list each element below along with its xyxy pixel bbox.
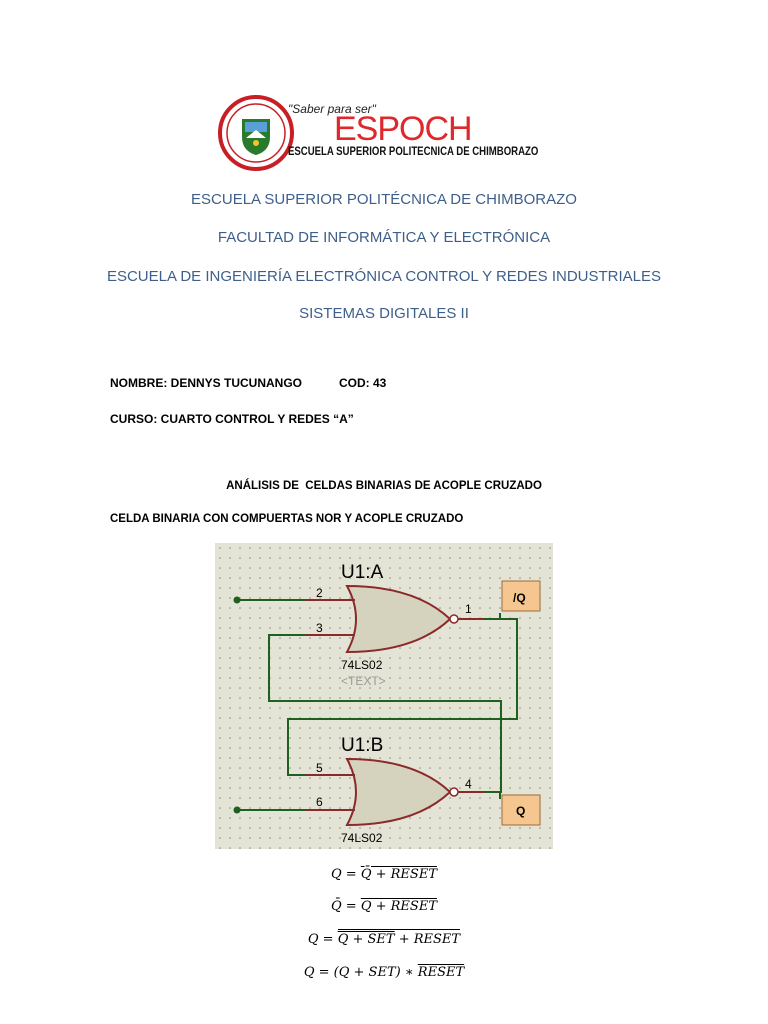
student-course: CURSO: CUARTO CONTROL Y REDES “A”	[110, 412, 354, 426]
subsection-title: CELDA BINARIA CON COMPUERTAS NOR Y ACOPLE CRUZADO	[110, 513, 464, 525]
equation-3-rest: + RESET	[394, 932, 461, 947]
gate-a-part: 74LS02	[341, 658, 383, 672]
nor-latch-circuit	[215, 543, 553, 849]
equation-3	[0, 932, 768, 947]
equation-3-lhs: Q =	[307, 932, 338, 947]
subject-title: SISTEMAS DIGITALES II	[299, 305, 469, 322]
equation-4-lhs: Q = (Q + SET) ∗	[303, 965, 418, 980]
logo-slogan: "Saber para ser"	[288, 102, 376, 116]
input-node-reset	[234, 807, 241, 814]
gate-a-text: <TEXT>	[341, 674, 386, 688]
equation-3-rhs	[338, 929, 460, 947]
logo-brand: ESPOCH	[334, 110, 472, 148]
probe-q-bar-label: /Q	[513, 591, 526, 605]
institution-title: ESCUELA SUPERIOR POLITÉCNICA DE CHIMBORAZO	[191, 191, 577, 208]
probe-q-label: Q	[516, 804, 526, 818]
equation-4-rhs: RESET	[417, 965, 465, 980]
gate-b-part: 74LS02	[341, 831, 383, 845]
pin-3-label: 3	[316, 621, 323, 635]
equation-2	[0, 899, 768, 914]
equation-1	[0, 867, 768, 882]
circuit-schematic	[215, 543, 553, 849]
gate-b-ref: U1:B	[341, 735, 384, 756]
equation-3-inner: Q + SET	[337, 932, 395, 947]
pin-2-label: 2	[316, 586, 323, 600]
gate-a-ref: U1:A	[341, 562, 384, 583]
pin-5-label: 5	[316, 761, 323, 775]
equation-2-rhs: Q + RESET	[360, 899, 437, 914]
student-name: NOMBRE: DENNYS TUCUNANGO	[110, 376, 302, 390]
equation-1-lhs: Q =	[331, 867, 361, 882]
faculty-title: FACULTAD DE INFORMÁTICA Y ELECTRÓNICA	[217, 229, 551, 246]
pin-1-label: 1	[465, 602, 472, 616]
pin-6-label: 6	[316, 795, 323, 809]
pin-4-label: 4	[465, 777, 472, 791]
input-node-set	[234, 597, 241, 604]
school-title: ESCUELA DE INGENIERÍA ELECTRÓNICA CONTROL Y REDES INDUSTRIALES	[106, 268, 662, 285]
section-title: ANÁLISIS DE CELDAS BINARIAS DE ACOPLE CRUZADO	[226, 480, 542, 492]
student-code: COD: 43	[339, 376, 387, 390]
equation-1-rhs: Q̄ + RESET	[360, 867, 437, 882]
equation-4	[0, 965, 768, 980]
logo-subtitle: ESCUELA SUPERIOR POLITECNICA DE CHIMBORAZO	[288, 145, 539, 159]
equation-2-lhs: Q̄ =	[331, 899, 361, 914]
